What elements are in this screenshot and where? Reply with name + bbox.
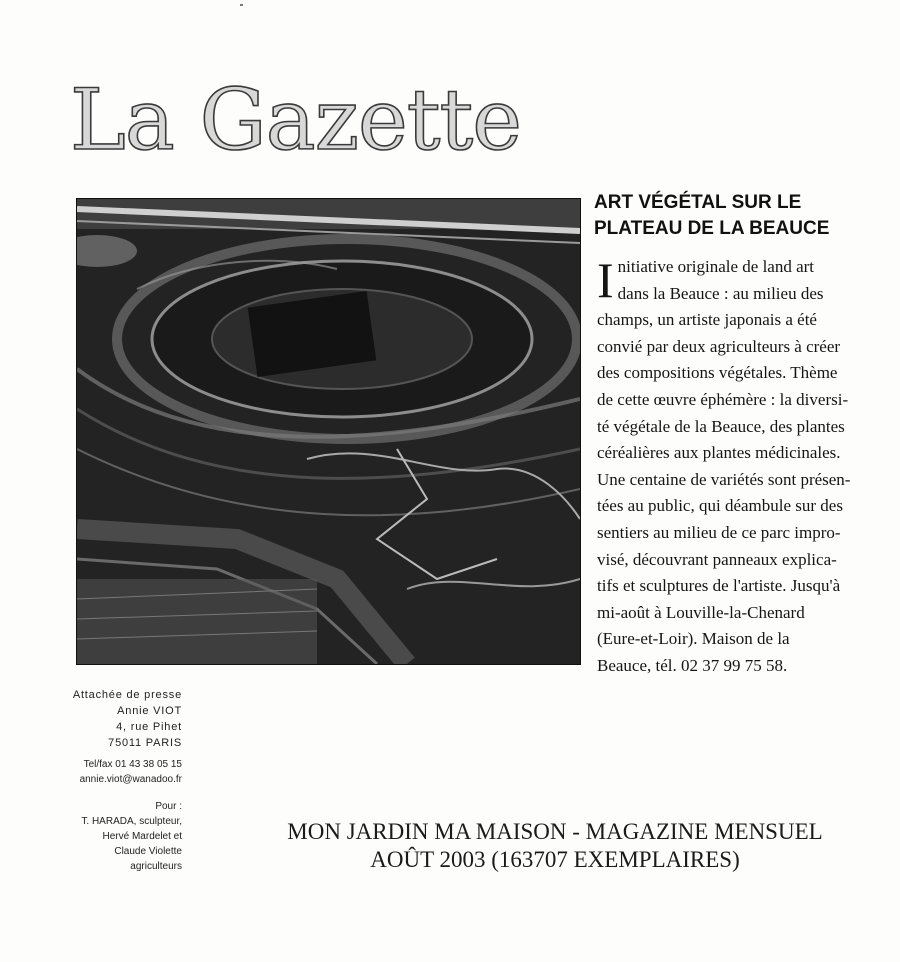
press-line: 75011 PARIS [108, 737, 182, 749]
pour-line: Claude Violette [114, 846, 182, 857]
publication-source [255, 818, 855, 874]
email-address: annie.viot@wanadoo.fr [79, 774, 182, 785]
drop-cap: I [597, 252, 614, 308]
press-line: Annie VIOT [117, 705, 182, 717]
pour-line: T. HARADA, sculpteur, [81, 816, 182, 827]
headline-line: ART VÉGÉTAL SUR LE [594, 192, 802, 213]
masthead-title: La Gazette [70, 71, 521, 169]
article-line: céréalières aux plantes médicinales. [597, 443, 841, 463]
article-body [597, 254, 859, 680]
press-line: 4, rue Pihet [116, 721, 182, 733]
press-contact-block [73, 687, 182, 874]
article-line: Beauce, tél. 02 37 99 75 58. [597, 655, 788, 675]
article-line: dans la Beauce : au milieu des [617, 283, 824, 303]
aerial-photo [76, 198, 581, 665]
article-line: des compositions végétales. Thème [597, 363, 838, 383]
article-line: té végétale de la Beauce, des plantes [597, 416, 845, 436]
pour-credits [73, 799, 182, 874]
article-line: visé, découvrant panneaux explica- [597, 549, 837, 569]
source-line-1: MON JARDIN MA MAISON - MAGAZINE MENSUEL [287, 819, 823, 844]
scan-speck [240, 4, 243, 6]
article-headline [594, 190, 854, 242]
article-line: (Eure-et-Loir). Maison de la [597, 629, 790, 649]
tel-fax: Tel/fax 01 43 38 05 15 [83, 759, 182, 770]
press-line: Attachée de presse [72, 689, 182, 701]
headline-line: PLATEAU DE LA BEAUCE [594, 218, 830, 239]
article-line: tifs et sculptures de l'artiste. Jusqu'à [597, 576, 841, 596]
contact-details [73, 757, 182, 787]
article-line: champs, un artiste japonais a été [597, 310, 817, 330]
aerial-photo-graphic [77, 199, 580, 664]
article-line: tées au public, qui déambule sur des [597, 496, 843, 516]
source-line-2: AOÛT 2003 (163707 EXEMPLAIRES) [370, 847, 740, 872]
article-line: Une centaine de variétés sont présen- [597, 469, 851, 489]
pour-line: Hervé Mardelet et [102, 831, 182, 842]
article-line: convié par deux agriculteurs à créer [597, 336, 841, 356]
press-attache [73, 687, 182, 751]
article-line: mi-août à Louville-la-Chenard [597, 602, 805, 622]
pour-line: agriculteurs [130, 861, 182, 872]
article-line: de cette œuvre éphémère : la diversi- [597, 389, 849, 409]
article-line: nitiative originale de land art [617, 257, 815, 276]
article-line: sentiers au milieu de ce parc impro- [597, 522, 841, 542]
pour-line: Pour : [155, 801, 182, 812]
